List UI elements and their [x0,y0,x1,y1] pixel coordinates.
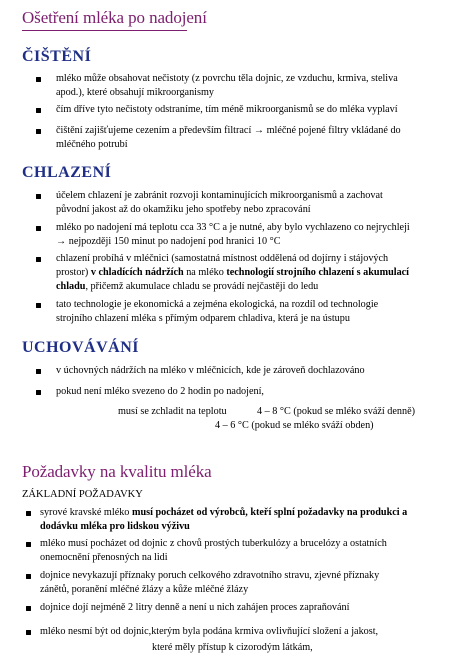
paragraph-line: v úchovných nádržích na mléko v mléčnicích, kde je zároveň dochlazováno [56,365,365,376]
paragraph-line: mléko po nadojení má teplotu cca 33 °C a je nutné, aby bylo vychlazeno co nejrychleji [56,222,410,233]
paragraph-line: mléčného potrubí [56,139,128,150]
paragraph-line: pokud není mléko svezeno do 2 hodin po nadojení, [56,386,264,397]
paragraph-line: mléko může obsahovat nečistoty (z povrchu těla dojnic, ze vzduchu, krmiva, steliva [56,73,398,84]
bullet-marker [26,606,31,611]
paragraph-line: čím dříve tyto nečistoty odstraníme, tím méně mikroorganismů se do mléka vyplaví [56,104,398,115]
text-run: , přičemž akumulace chladu se provádí nejčastěji do ledu [85,281,319,292]
bullet-marker [26,574,31,579]
quality-title: Požadavky na kvalitu mléka [22,462,212,481]
bullet-marker [36,129,41,134]
bullet-marker [36,390,41,395]
section-heading-cisteni: ČIŠTĚNÍ [22,48,92,65]
paragraph-line: původní jakost až do okamžiku jeho spotřeby nebo zpracování [56,204,311,215]
title-underline [22,30,187,31]
bold-run: dodávku mléka pro lidskou výživu [40,521,190,532]
text-run: prostor) [56,267,91,278]
paragraph-line-mixed [40,506,407,520]
paragraph-line: strojního chlazení mléka s přímým odparem chladiva, která je na ústupu [56,313,350,324]
bold-run: technologií strojního chlazení s akumulací [226,267,410,278]
paragraph-line: čištění zajišťujeme cezením a především filtrací → mléčné pojené filtry vkládané do [56,125,401,136]
quality-subheading: ZÁKLADNÍ POŽADAVKY [22,489,143,500]
paragraph-line-mixed [56,266,409,280]
bullet-marker [36,77,41,82]
bullet-marker [26,542,31,547]
bold-run: chladu [56,281,86,292]
text-run: syrové kravské mléko [40,507,132,518]
section-heading-chlazeni: CHLAZENÍ [22,164,112,181]
paragraph-line: dojnice nevykazují příznaky poruch celkového zdravotního stravu, zjevné příznaky [40,570,380,581]
paragraph-line: dojnice dojí nejméně 2 litry denně a není u nich zahájen proces zapraňování [40,602,350,613]
bold-run: musí pocházet od výrobců, kteří splní požadavky na produkci a [131,507,408,518]
paragraph-line-mixed [56,280,318,294]
bullet-marker [36,303,41,308]
bold-run: v chladících nádržích [90,267,184,278]
text-run: na mléko [183,267,227,278]
bullet-marker [26,511,31,516]
bullet-marker [36,108,41,113]
storage-temp-label: musí se zchladit na teplotu [118,406,227,417]
paragraph-line [40,520,190,534]
bullet-marker [36,257,41,262]
bullet-marker [36,369,41,374]
bullet-marker [26,630,31,635]
paragraph-line: chlazení probíhá v mléčnici (samostatná místnost oddělená od dojírny i stájových [56,253,389,264]
storage-temp-daily: 4 – 8 °C (pokud se mléko sváží denně) [257,406,415,417]
bullet-marker [36,226,41,231]
paragraph-line: mléko nesmí být od dojnic,kterým byla podána krmiva ovlivňující složení a jakost, [40,626,379,637]
paragraph-line: → nejpozději 150 minut po nadojení pod hranici 10 °C [56,236,281,247]
paragraph-line: mléko musí pocházet od dojnic z chovů prostých tuberkulózy a brucelózy a ostatních [40,538,387,549]
paragraph-line: které měly přístup k cizorodým látkám, [152,642,313,653]
paragraph-line: apod.), které obsahují mikroorganismy [56,87,214,98]
page-title: Ošetření mléka po nadojení [22,8,207,27]
paragraph-line: onemocnění přenosných na lidi [40,552,168,563]
bullet-marker [36,194,41,199]
storage-temp-alternate: 4 – 6 °C (pokud se mléko sváží obden) [215,420,374,431]
paragraph-line: tato technologie je ekonomická a zejména ekologická, na rozdíl od technologie [56,299,379,310]
paragraph-line: účelem chlazení je zabránit rozvoji kontaminujících mikroorganismů a zachovat [56,190,383,201]
paragraph-line: zánětů, poranění mléčné žlázy a kůže mléčné žlázy [40,584,249,595]
section-heading-uchovavani: UCHOVÁVÁNÍ [22,339,139,356]
